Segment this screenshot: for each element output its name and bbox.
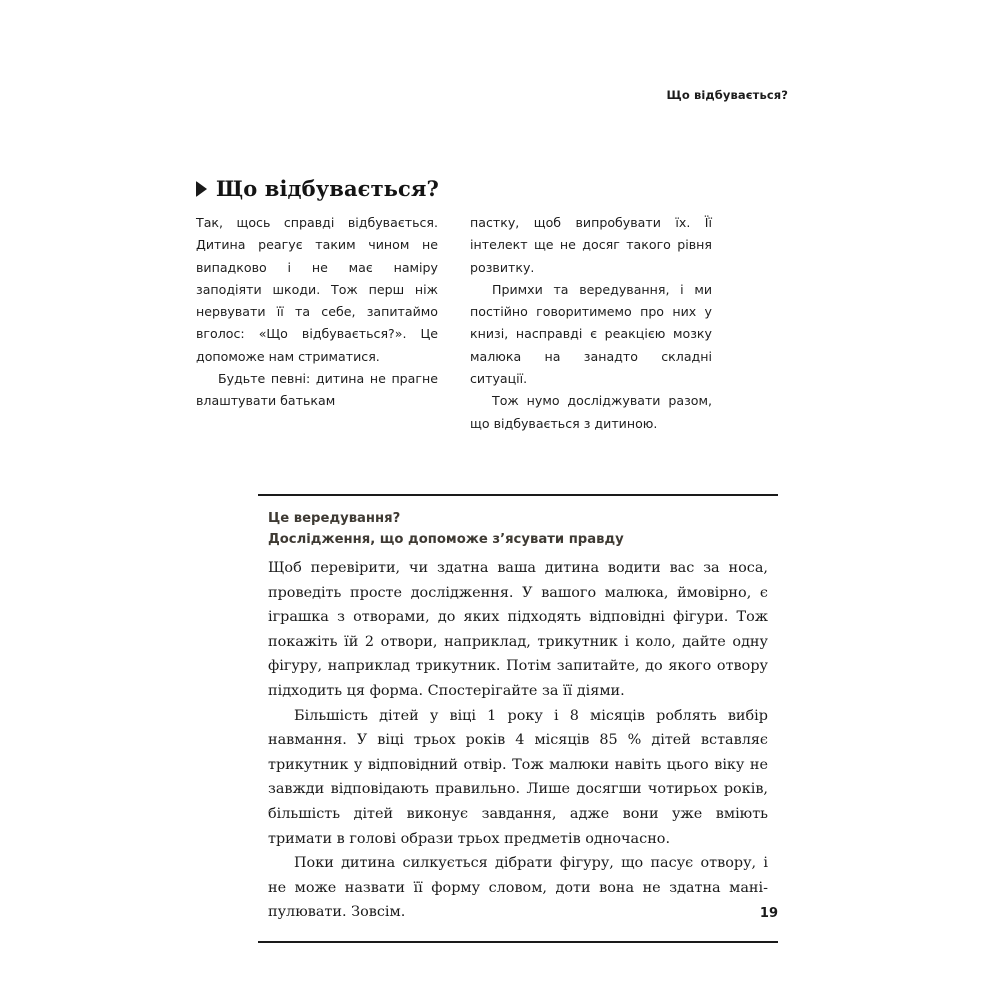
research-paragraph: Щоб перевірити, чи здатна ваша дитина водити вас за носа, проведіть просте дослідження. У вашого малюка, ймовірно, є іграшка з отворами, до яких підходять відповідні фігури. Тож покажіть їй 2 отвори, наприклад, трикутник і коло, дайте одну фігуру, наприклад трикутник. Потім запитайте, до якого отвору підходить ця форма. Спостерігайте за її діями.: [268, 560, 768, 699]
research-paragraph: Поки дитина силкується дібрати фігуру, що пасує отвору, і не може назвати її форму словом, доти вона не здатна маніпулювати. Зовсім.: [268, 855, 768, 921]
research-paragraph: Більшість дітей у віці 1 року і 8 місяців роблять вибір навмання. У віці трьох років 4 місяців 85 % дітей вставляє трикутник у відповідний отвір. Тож малюки навіть цього віку не завжди відповідають правильно. Лише досягши чотирьох років, більшість дітей виконує завдання, адже вони уже вміють тримати в голові образи трьох предметів одночасно.: [268, 707, 768, 847]
paragraph: пастку, щоб випробувати їх. Її інтелект ще не досяг такого рівня розвитку.: [470, 215, 712, 275]
research-subtitle: Дослідження, що допоможе з’ясувати правду: [268, 532, 624, 547]
page-number: 19: [759, 906, 778, 921]
paragraph: Так, щось справді відбувається. Дитина реагує таким чином не випадково і не має наміру заподіяти шкоди. Тож перш ніж нервувати її та себе, запитаймо вголос: «Що відбувається?». Це допоможе нам стриматися.: [196, 215, 438, 364]
body-column-left: [196, 212, 438, 435]
section-heading-text: Що відбувається?: [216, 176, 439, 201]
paragraph: Примхи та вередування, і ми постійно говоритимемо про них у книзі, насправді є реакцією мозку малюка на занадто складні ситуації.: [470, 281, 712, 387]
body-column-right: [470, 212, 712, 435]
research-callout-box: [258, 494, 778, 943]
running-head: Що відбувається?: [666, 88, 788, 102]
paragraph: Будьте певні: дитина не прагне влаштувати батькам: [196, 371, 438, 409]
section-heading: [196, 176, 439, 201]
research-title: Це вередування?: [268, 511, 401, 526]
triangle-right-icon: [196, 181, 207, 197]
paragraph: Тож нумо досліджувати разом, що відбувається з дитиною.: [470, 393, 712, 431]
body-columns: [196, 212, 712, 435]
